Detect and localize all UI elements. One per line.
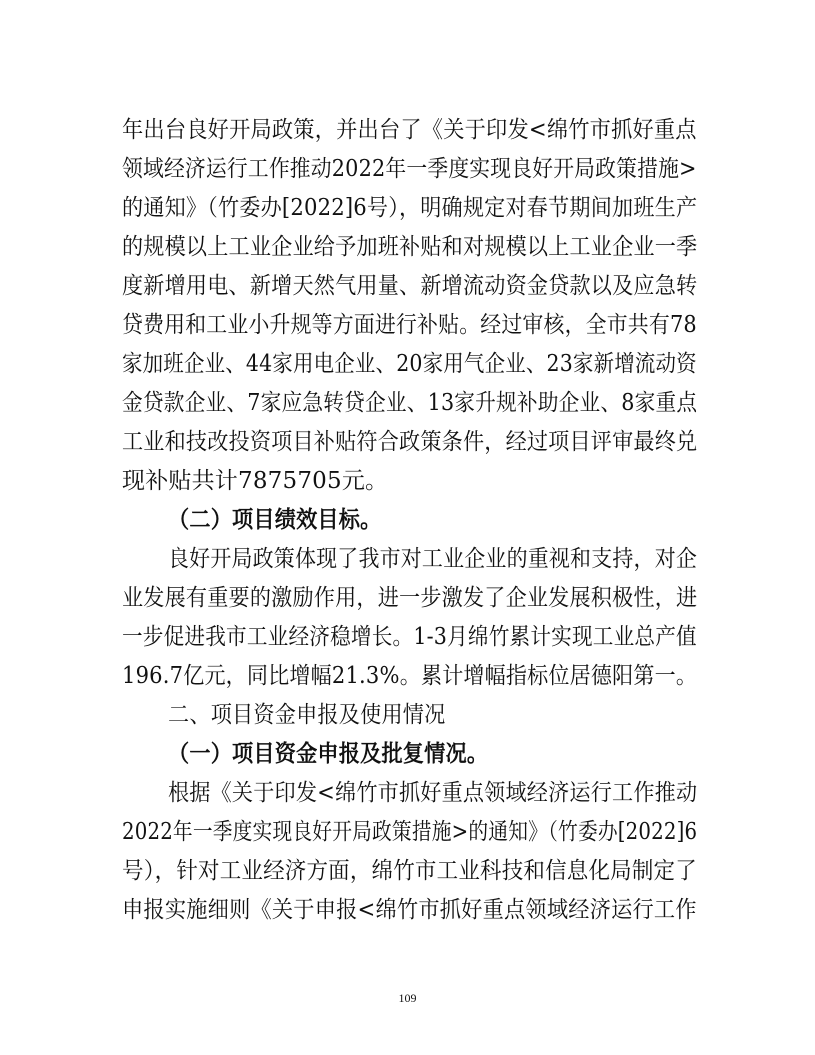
body-line: 申报实施细则《关于申报<绵竹市抓好重点领域经济运行工作 [122,897,697,923]
chapter-heading-fund-application: 二、项目资金申报及使用情况 [168,702,446,728]
body-line: 家加班企业、44家用电企业、20家用气企业、23家新增流动资 [122,351,697,377]
body-line: 196.7亿元，同比增幅21.3%。累计增幅指标位居德阳第一。 [122,663,698,689]
body-line: 度新增用电、新增天然气用量、新增流动资金贷款以及应急转 [122,273,698,299]
body-line: 现补贴共计7875705元。 [122,468,389,494]
body-line: 年出台良好开局政策，并出台了《关于印发<绵竹市抓好重点 [122,117,697,143]
body-line: 良好开局政策体现了我市对工业企业的重视和支持，对企 [168,546,698,572]
body-line: 业发展有重要的激励作用，进一步激发了企业发展积极性，进 [122,585,698,611]
body-line: 的通知》（竹委办[2022]6号），明确规定对春节期间加班生产 [122,195,698,221]
body-line: 领域经济运行工作推动2022年一季度实现良好开局政策措施> [122,156,697,182]
body-line: 根据《关于印发<绵竹市抓好重点领域经济运行工作推动 [168,780,698,806]
body-line: 号），针对工业经济方面，绵竹市工业科技和信息化局制定了 [122,858,697,884]
section-heading-fund-approval: （一）项目资金申报及批复情况。 [168,740,489,767]
body-line: 的规模以上工业企业给予加班补贴和对规模以上工业企业一季 [122,234,698,260]
body-line: 金贷款企业、7家应急转贷企业、13家升规补助企业、8家重点 [122,390,698,416]
body-line: 工业和技改投资项目补贴符合政策条件，经过项目评审最终兑 [122,429,698,455]
body-line: 2022年一季度实现良好开局政策措施>的通知》（竹委办[2022]6 [122,819,698,845]
section-heading-performance-goals: （二）项目绩效目标。 [168,506,382,533]
body-line: 贷费用和工业小升规等方面进行补贴。经过审核，全市共有78 [122,312,697,338]
page-number: 109 [398,991,417,1005]
body-line: 一步促进我市工业经济稳增长。1-3月绵竹累计实现工业总产值 [122,624,697,650]
